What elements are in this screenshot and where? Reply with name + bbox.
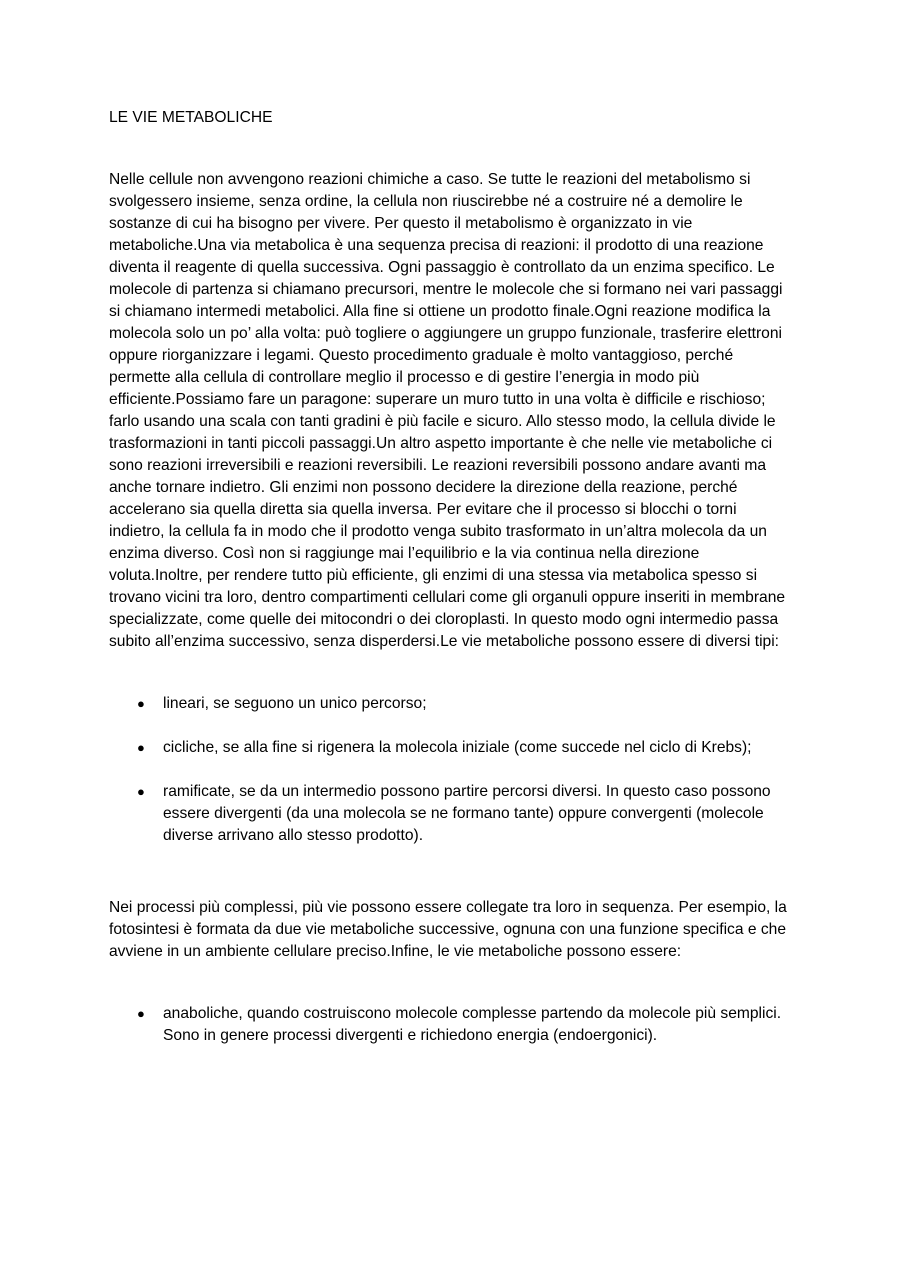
bullet-icon: ● xyxy=(137,1006,145,1021)
document-title: LE VIE METABOLICHE xyxy=(109,109,273,126)
intro-paragraph: Nelle cellule non avvengono reazioni chimiche a caso. Se tutte le reazioni del metabolismo si svolgessero insieme, senza ordine, la cellula non riuscirebbe né a costruire né a demolire le sostanze di cui ha bisogno per vivere. Per questo il metabolismo è organizzato in vie metaboliche.Una via metabolica è una sequenza precisa di reazioni: il prodotto di una reazione diventa il reagente di quella successiva. Ogni passaggio è controllato da un enzima specifico. Le molecole di partenza si chiamano precursori, mentre le molecole che si formano nei vari passaggi si chiamano intermedi metabolici. Alla fine si ottiene un prodotto finale.Ogni reazione modifica la molecola solo un po’ alla volta: può togliere o aggiungere un gruppo funzionale, trasferire elettroni oppure riorganizzare i legami. Questo procedimento graduale è molto vantaggioso, perché permette alla cellula di controllare meglio il processo e di gestire l’energia in modo più efficiente.Possiamo fare un paragone: superare un muro tutto in una volta è difficile e rischioso; farlo usando una scala con tanti gradini è più facile e sicuro. Allo stesso modo, la cellula divide le trasformazioni in tanti piccoli passaggi.Un altro aspetto importante è che nelle vie metaboliche ci sono reazioni irreversibili e reazioni reversibili. Le reazioni reversibili possono andare avanti ma anche tornare indietro. Gli enzimi non possono decidere la direzione della reazione, perché accelerano sia quella diretta sia quella inversa. Per evitare che il processo si blocchi o torni indietro, la cellula fa in modo che il prodotto venga subito trasformato in un’altra molecola da un enzima diverso. Così non si raggiunge mai l’equilibrio e la via continua nella direzione voluta.Inoltre, per rendere tutto più efficiente, gli enzimi di una stessa via metabolica spesso si trovano vicini tra loro, dentro compartimenti cellulari come gli organuli oppure inseriti in membrane specializzate, come quelle dei mitocondri o dei cloroplasti. In questo modo ogni intermedio passa subito all’enzima successivo, senza disperdersi.Le vie metaboliche possono essere di diversi tipi: xyxy=(109,171,786,650)
list-item xyxy=(109,693,793,715)
bullet-icon: ● xyxy=(137,696,145,711)
second-paragraph: Nei processi più complessi, più vie possono essere collegate tra loro in sequenza. Per esempio, la fotosintesi è formata da due vie metaboliche successive, ognuna con una funzione specifica e che avviene in un ambiente cellulare preciso.Infine, le vie metaboliche possono essere: xyxy=(109,899,787,960)
bullet-icon: ● xyxy=(137,784,145,799)
list-item xyxy=(109,781,793,847)
list-item-text: ramificate, se da un intermedio possono partire percorsi diversi. In questo caso possono essere divergenti (da una molecola se ne formano tante) oppure convergenti (molecole diverse arrivano allo stesso prodotto). xyxy=(163,783,771,844)
list-item-text: cicliche, se alla fine si rigenera la molecola iniziale (come succede nel ciclo di Krebs); xyxy=(163,739,752,756)
list-item-text: anaboliche, quando costruiscono molecole complesse partendo da molecole più semplici. Sono in genere processi divergenti e richiedono energia (endoergonici). xyxy=(163,1005,782,1044)
document-body xyxy=(109,107,793,1047)
anabolic-catabolic-list xyxy=(109,1003,793,1047)
list-item xyxy=(109,737,793,759)
list-item-text: lineari, se seguono un unico percorso; xyxy=(163,695,427,712)
list-item xyxy=(109,1003,793,1047)
pathway-types-list xyxy=(109,693,793,847)
bullet-icon: ● xyxy=(137,740,145,755)
